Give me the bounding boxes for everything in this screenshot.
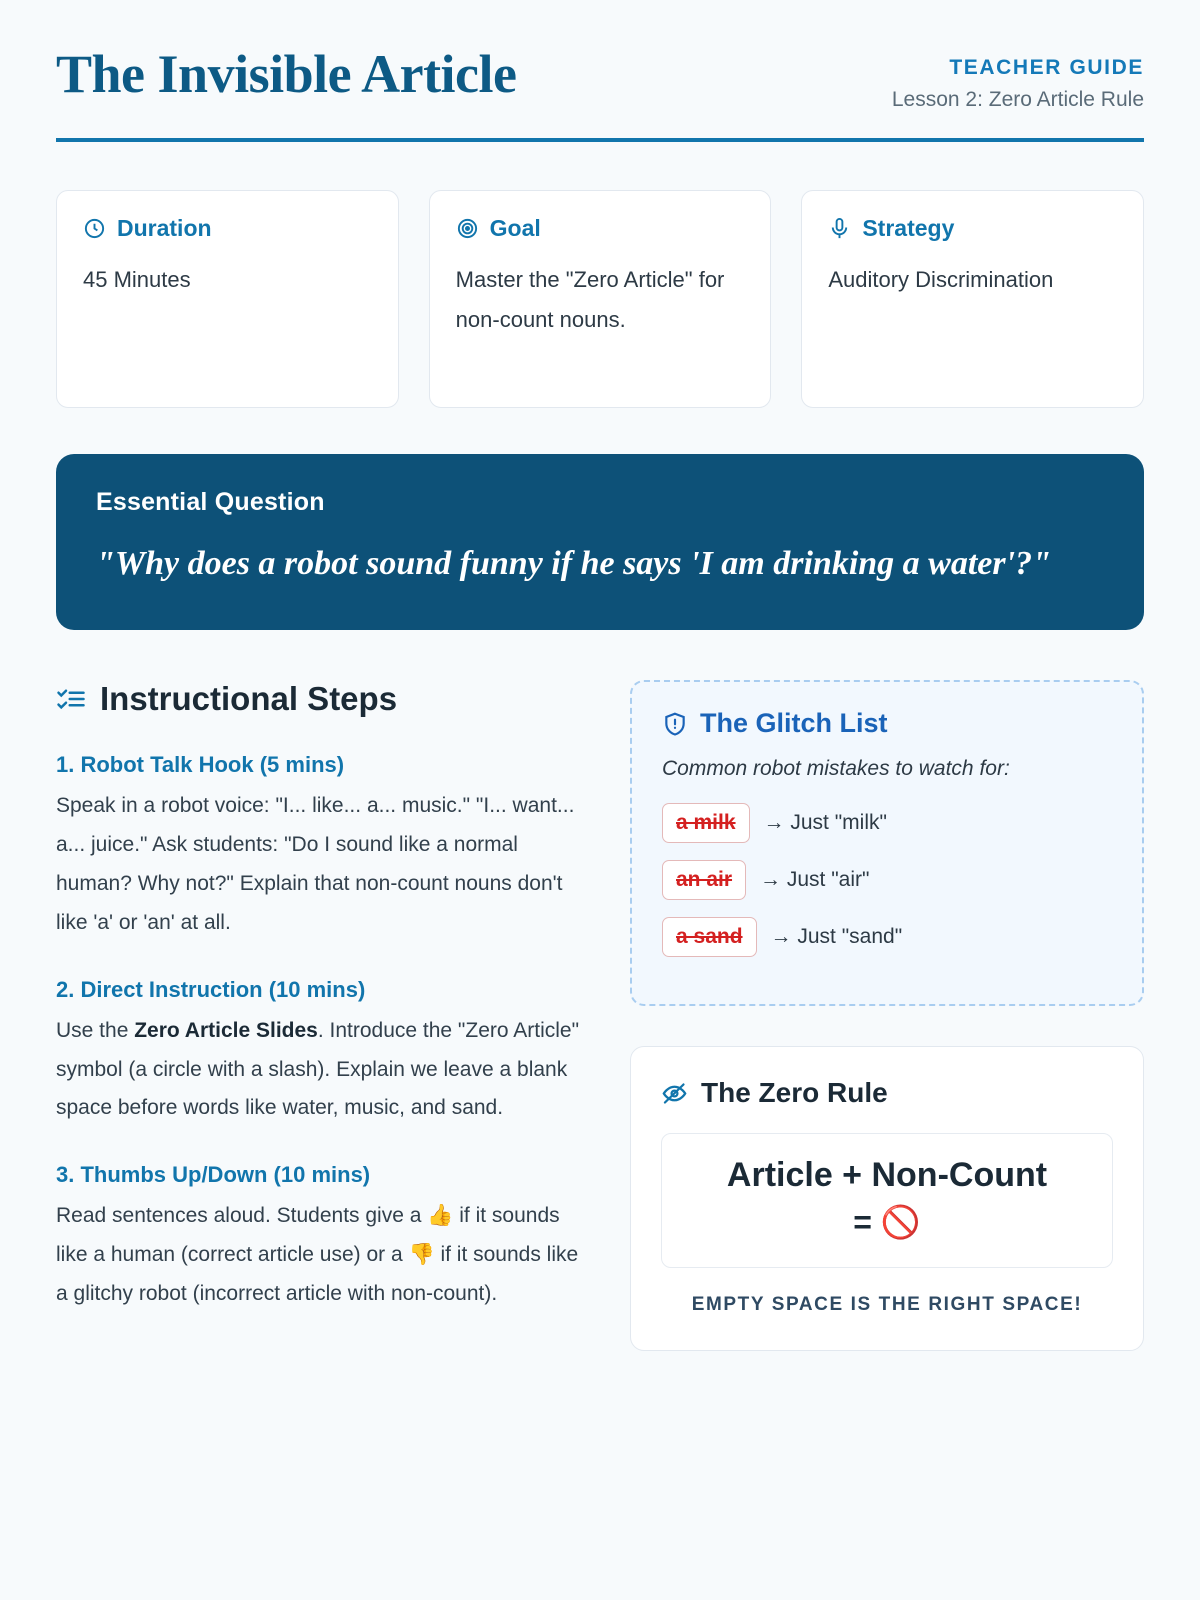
header-meta: [892, 46, 1144, 112]
clock-icon: [83, 217, 106, 240]
essential-question-text: "Why does a robot sound funny if he says 'I am drinking a water'?": [96, 545, 1051, 582]
zero-rule-footer: EMPTY SPACE IS THE RIGHT SPACE!: [691, 1294, 1083, 1316]
glitch-correct-text: → Just "sand": [770, 925, 903, 949]
info-card-goal-title: Goal: [489, 215, 541, 241]
info-card-duration: [56, 190, 399, 408]
zero-rule-panel: [630, 1046, 1144, 1351]
content-columns: [56, 680, 1144, 1391]
info-card-goal-head: [456, 215, 745, 242]
eye-off-icon: [661, 1080, 688, 1107]
step-3-body: Read sentences aloud. Students give a 👍 if it sounds like a human (correct article use) or a 👎 if it sounds like a glitchy robot (incorrect article with non-count).: [56, 1204, 579, 1305]
glitch-list-subtitle: Common robot mistakes to watch for:: [662, 757, 1010, 781]
glitch-correct-text: → Just "air": [760, 868, 870, 892]
info-card-strategy-head: [828, 215, 1117, 242]
zero-rule-header: [661, 1077, 1113, 1109]
step-1: [56, 752, 586, 942]
essential-question-label: Essential Question: [96, 488, 325, 516]
step-2-body-after: . Introduce the "Zero Article" symbol (a circle with a slash). Explain we leave a blank space before words like water, music, and sand.: [56, 1018, 580, 1120]
instructional-steps-title: Instructional Steps: [100, 680, 398, 718]
info-card-goal-body: Master the "Zero Article" for non-count nouns.: [455, 267, 725, 332]
formula-line-1: Article + Non-Count: [726, 1156, 1048, 1195]
step-2-body: [56, 1012, 586, 1129]
step-2-body-bold: Zero Article Slides: [134, 1018, 318, 1042]
zero-rule-formula: [661, 1133, 1113, 1268]
glitch-list-panel: [630, 680, 1144, 1006]
step-3: [56, 1162, 586, 1314]
step-2-body-before: Use the: [56, 1018, 135, 1042]
header-divider: [56, 138, 1144, 142]
instructional-steps-column: [56, 680, 586, 1351]
step-2: [56, 977, 586, 1129]
glitch-item: [662, 917, 1112, 957]
info-card-row: [56, 190, 1144, 408]
glitch-correct-text: → Just "milk": [763, 811, 887, 835]
glitch-wrong-chip: a milk: [662, 803, 750, 843]
formula-line-2: = 🚫: [853, 1204, 921, 1241]
lesson-label: Lesson 2: Zero Article Rule: [891, 88, 1144, 111]
step-1-title: 1. Robot Talk Hook (5 mins): [56, 752, 345, 778]
glitch-list-header: [662, 708, 1112, 739]
info-card-duration-title: Duration: [117, 215, 212, 241]
page-title: The Invisible Article: [56, 44, 517, 104]
guide-label: TEACHER GUIDE: [949, 56, 1144, 79]
info-card-strategy-title: Strategy: [862, 215, 955, 241]
glitch-list-title: The Glitch List: [700, 708, 888, 739]
sidebar-column: [630, 680, 1144, 1351]
microphone-icon: [828, 217, 851, 240]
checklist-icon: [56, 684, 86, 714]
step-2-title: 2. Direct Instruction (10 mins): [56, 976, 366, 1002]
target-icon: [456, 217, 479, 240]
info-card-duration-head: [83, 215, 372, 242]
glitch-item: [662, 803, 1112, 843]
essential-question-panel: [56, 454, 1144, 630]
step-1-body: Speak in a robot voice: "I... like... a... music." "I... want... a... juice." Ask students: "Do I sound like a normal human? Why not?" Explain that non-count nouns don't like 'a' or 'an' at all.: [56, 794, 575, 934]
alert-shield-icon: [662, 711, 688, 737]
glitch-wrong-chip: an air: [662, 860, 746, 900]
zero-rule-title: The Zero Rule: [701, 1077, 888, 1109]
glitch-wrong-chip: a sand: [662, 917, 757, 957]
instructional-steps-header: [56, 680, 586, 718]
page-header: [56, 46, 1144, 112]
info-card-strategy: [801, 190, 1144, 408]
info-card-strategy-body: Auditory Discrimination: [828, 267, 1054, 292]
step-3-title: 3. Thumbs Up/Down (10 mins): [56, 1162, 371, 1188]
info-card-goal: [429, 190, 772, 408]
glitch-item: [662, 860, 1112, 900]
info-card-duration-body: 45 Minutes: [83, 267, 191, 292]
